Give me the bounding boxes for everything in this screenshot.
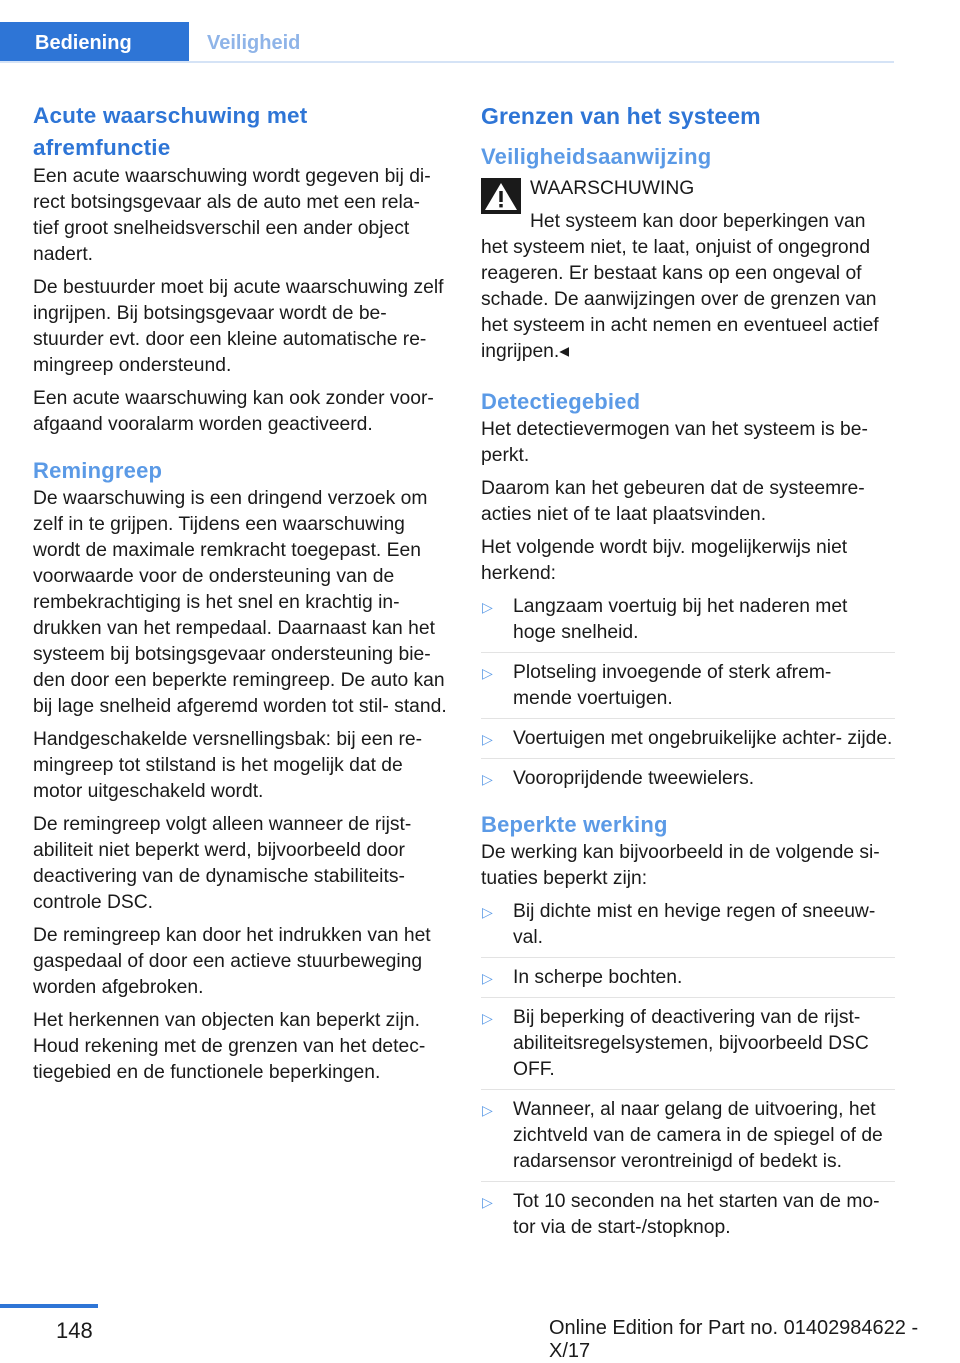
left-column bbox=[33, 100, 447, 1093]
footer-accent-bar bbox=[0, 1304, 98, 1308]
heading-detectiegebied: Detectiegebied bbox=[481, 389, 641, 414]
paragraph: Het detectievermogen van het systeem is be‐ perkt. bbox=[481, 419, 868, 466]
paragraph: Het herkennen van objecten kan beperkt zijn. Houd rekening met de grenzen van het detec‐ tiegebied en de functionele beperkingen. bbox=[33, 1010, 426, 1083]
paragraph: Het volgende wordt bijv. mogelijkerwijs niet herkend: bbox=[481, 537, 848, 584]
list-item: ▷ Tot 10 seconden na het starten van de mo‐ tor via de start-/stopknop. bbox=[482, 1191, 880, 1238]
heading-grenzen: Grenzen van het systeem bbox=[481, 103, 761, 129]
bullet-triangle-icon: ▷ bbox=[482, 1010, 493, 1026]
warning-text: het systeem niet, te laat, onjuist of ongegrond reageren. Er bestaat kans op een ongeval of schade. De aanwijzingen over de grenzen van het systeem in acht nemen en eventueel actief ingrijpen.◂ bbox=[481, 237, 879, 362]
list-detectie bbox=[481, 594, 895, 798]
tab-veiligheid[interactable]: Veiligheid bbox=[189, 22, 318, 62]
list-item: ▷ Bij dichte mist en hevige regen of sneeuw‐ val. bbox=[481, 899, 895, 958]
bullet-triangle-icon: ▷ bbox=[482, 731, 493, 747]
paragraph: Een acute waarschuwing kan ook zonder voor‐ afgaand vooralarm worden geactiveerd. bbox=[33, 388, 434, 435]
bullet-triangle-icon: ▷ bbox=[482, 970, 493, 986]
list-item: ▷ Vooroprijdende tweewielers. bbox=[481, 766, 895, 798]
list-item: ▷ In scherpe bochten. bbox=[481, 965, 895, 998]
heading-beperkte-werking: Beperkte werking bbox=[481, 812, 668, 837]
paragraph: De waarschuwing is een dringend verzoek om zelf in te grijpen. Tijdens een waarschuwing wordt de maximale remkracht toegepast. Een voorwaarde voor de ondersteuning van de rembekrachtiging is het snel en krachtig in‐ drukken van het rempedaal. Daarnaast kan het systeem bij botsingsgevaar ondersteuning bie‐ den door een beperkte remingreep. De auto kan bij lage snelheid afgeremd worden tot stil‐ stand. bbox=[33, 488, 447, 717]
heading-veiligheidsaanwijzing: Veiligheidsaanwijzing bbox=[481, 144, 712, 169]
paragraph: Een acute waarschuwing wordt gegeven bij di‐ rect botsingsgevaar als de auto met een rela‐ tief groot snelheidsverschil een ander object nadert. bbox=[33, 166, 431, 265]
list-item: ▷ Wanneer, al naar gelang de uitvoering, het zichtveld van de camera in de spiegel of de radarsensor verontreinigd of bedekt is. bbox=[481, 1097, 895, 1182]
bullet-triangle-icon: ▷ bbox=[482, 599, 493, 615]
warning-triangle-icon bbox=[481, 178, 521, 214]
header-rule bbox=[0, 61, 894, 63]
tab-bediening[interactable]: Bediening bbox=[0, 22, 189, 62]
paragraph: Handgeschakelde versnellingsbak: bij een re‐ mingreep tot stilstand is het mogelijk dat de motor uitgeschakeld wordt. bbox=[33, 729, 423, 802]
heading-remingreep: Remingreep bbox=[33, 458, 163, 483]
paragraph: Daarom kan het gebeuren dat de systeemre‐ acties niet of te laat plaatsvinden. bbox=[481, 478, 865, 525]
right-column bbox=[481, 100, 895, 1254]
warning-title: WAARSCHUWING bbox=[530, 178, 695, 199]
bullet-triangle-icon: ▷ bbox=[482, 665, 493, 681]
section-tabs bbox=[0, 22, 318, 62]
list-item: ▷ Langzaam voertuig bij het naderen met hoge snelheid. bbox=[481, 594, 895, 653]
list-item: ▷ Bij beperking of deactivering van de rijst‐ abiliteitsregelsystemen, bijvoorbeeld DSC OFF. bbox=[481, 1005, 895, 1090]
list-item: ▷ Voertuigen met ongebruikelijke achter‐ zijde. bbox=[481, 726, 895, 759]
paragraph: De werking kan bijvoorbeeld in de volgende si‐ tuaties beperkt zijn: bbox=[481, 842, 880, 889]
paragraph: De bestuurder moet bij acute waarschuwing zelf ingrijpen. Bij botsingsgevaar wordt de be‐ stuurder evt. door een kleine automatische re‐ mingreep ondersteund. bbox=[33, 277, 444, 376]
list-beperkt bbox=[481, 899, 895, 1247]
edition-note: Online Edition for Part no. 01402984622 - X/17 bbox=[549, 1317, 919, 1362]
bullet-triangle-icon: ▷ bbox=[482, 1194, 493, 1210]
paragraph: De remingreep volgt alleen wanneer de rijst‐ abiliteit niet beperkt werd, bijvoorbeeld door deactivering van de dynamische stabiliteits‐ controle DSC. bbox=[33, 814, 412, 913]
warning-block bbox=[481, 176, 895, 365]
bullet-triangle-icon: ▷ bbox=[482, 904, 493, 920]
bullet-triangle-icon: ▷ bbox=[482, 1102, 493, 1118]
warning-text-first-line: Het systeem kan door beperkingen van bbox=[530, 211, 866, 232]
page-number: 148 bbox=[56, 1318, 93, 1343]
paragraph: De remingreep kan door het indrukken van het gaspedaal of door een actieve stuurbeweging worden afgebroken. bbox=[33, 925, 431, 998]
list-item: ▷ Plotseling invoegende of sterk afrem‐ mende voertuigen. bbox=[481, 660, 895, 719]
heading-acute-waarschuwing: Acute waarschuwing met afremfunctie bbox=[33, 103, 308, 160]
bullet-triangle-icon: ▷ bbox=[482, 771, 493, 787]
